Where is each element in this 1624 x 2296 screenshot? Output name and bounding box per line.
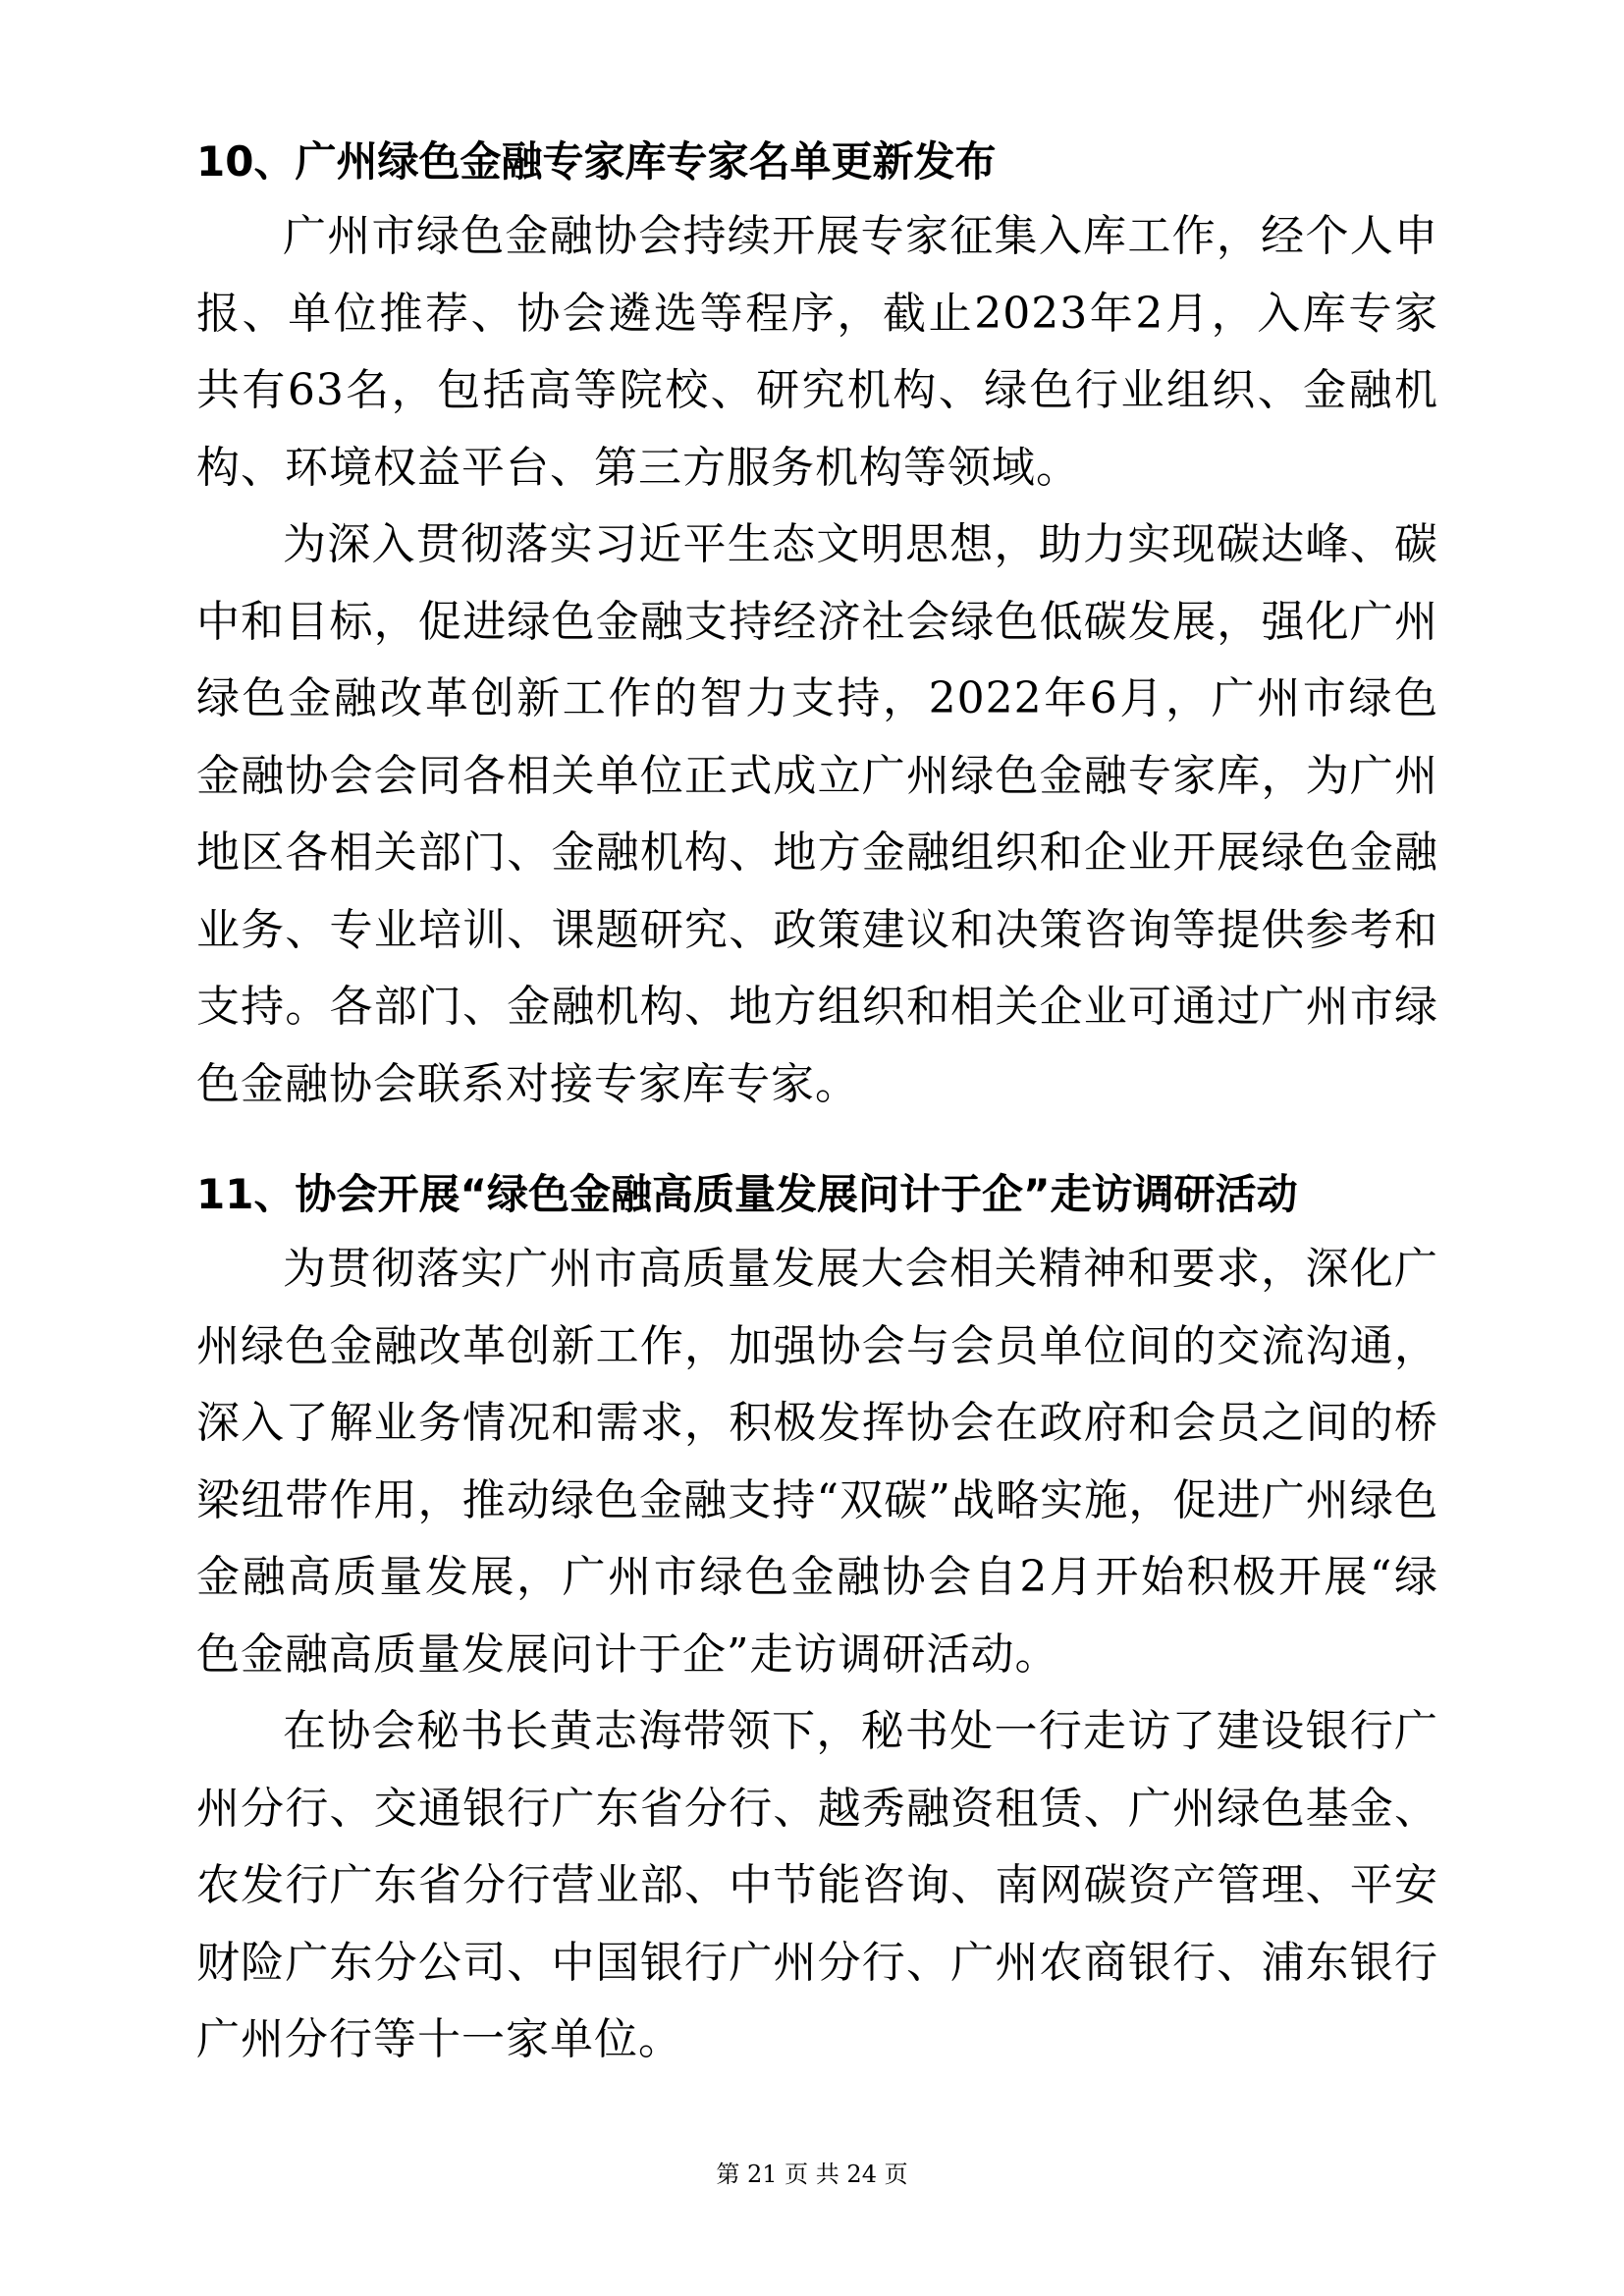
section-10 [196, 126, 1438, 1123]
paragraph: 在协会秘书长黄志海带领下，秘书处一行走访了建设银行广州分行、交通银行广东省分行、越秀融资租赁、广州绿色基金、农发行广东省分行营业部、中节能咨询、南网碳资产管理、平安财险广东分公司、中国银行广州分行、广州农商银行、浦东银行广州分行等十一家单位。 [196, 1706, 1438, 2064]
paragraph: 为贯彻落实广州市高质量发展大会相关精神和要求，深化广州绿色金融改革创新工作，加强协会与会员单位间的交流沟通，深入了解业务情况和需求，积极发挥协会在政府和会员之间的桥梁纽带作用，推动绿色金融支持“双碳”战略实施，促进广州绿色金融高质量发展，广州市绿色金融协会自2月开始积极开展“绿色金融高质量发展问计于企”走访调研活动。 [196, 1244, 1438, 1680]
paragraph: 为深入贯彻落实习近平生态文明思想，助力实现碳达峰、碳中和目标，促进绿色金融支持经济社会绿色低碳发展，强化广州绿色金融改革创新工作的智力支持，2022年6月，广州市绿色金融协会会同各相关单位正式成立广州绿色金融专家库，为广州地区各相关部门、金融机构、地方金融组织和企业开展绿色金融业务、专业培训、课题研究、政策建议和决策咨询等提供参考和支持。各部门、金融机构、地方组织和相关企业可通过广州市绿色金融协会联系对接专家库专家。 [196, 519, 1438, 1109]
paragraph: 广州市绿色金融协会持续开展专家征集入库工作，经个人申报、单位推荐、协会遴选等程序，截止2023年2月，入库专家共有63名，包括高等院校、研究机构、绿色行业组织、金融机构、环境权益平台、第三方服务机构等领域。 [196, 211, 1438, 493]
section-heading: 10、广州绿色金融专家库专家名单更新发布 [196, 137, 997, 186]
section-spacer [196, 1123, 1438, 1158]
page-number-footer: 第 21 页 共 24 页 [716, 2161, 908, 2188]
page-content [196, 126, 1438, 2079]
section-heading: 11、协会开展“绿色金融高质量发展问计于企”走访调研活动 [196, 1170, 1298, 1218]
section-11 [196, 1158, 1438, 2079]
